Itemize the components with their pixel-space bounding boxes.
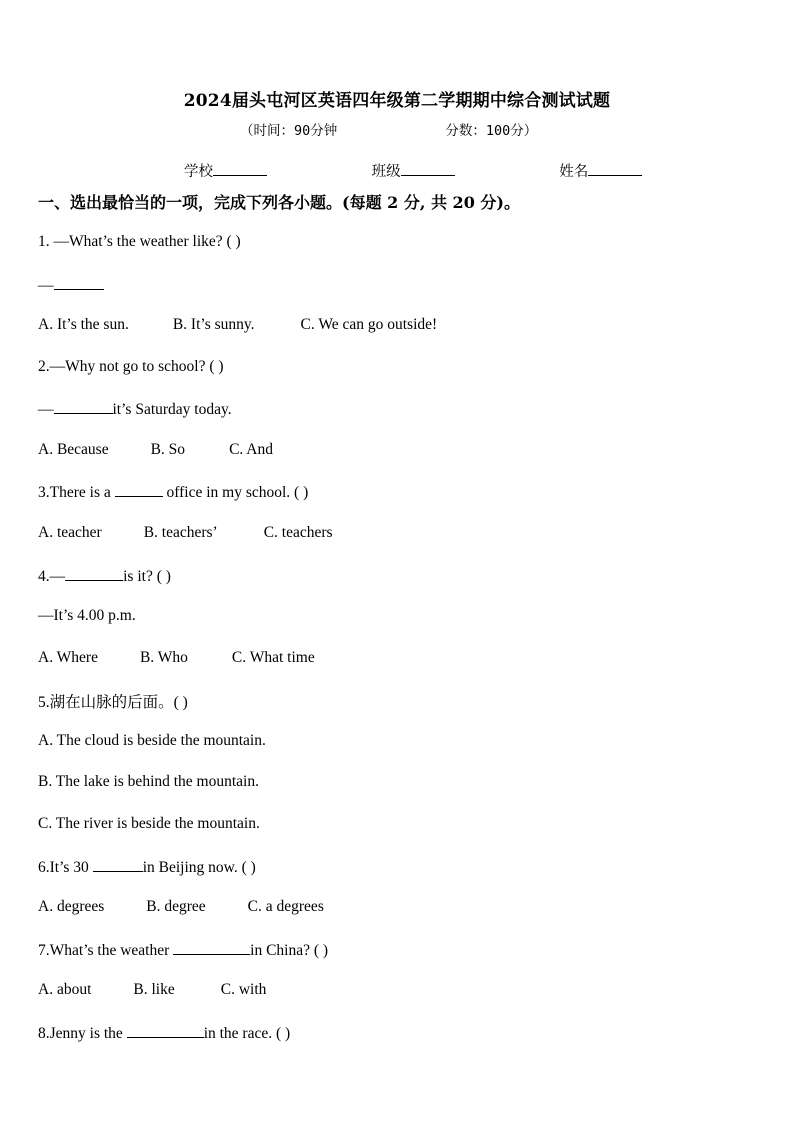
option-a: A. The cloud is beside the mountain. (38, 732, 266, 749)
school-label: 学校 (184, 164, 213, 180)
question-blank (115, 482, 163, 497)
question-blank (65, 566, 123, 581)
option-a: A. Where (38, 649, 98, 666)
question-5: 5.湖在山脉的后面。( ) (38, 694, 188, 711)
answer-blank (54, 399, 113, 414)
option-b: B. Who (139, 649, 188, 666)
option-b: B. It’s sunny. (172, 316, 255, 333)
option-c: C. The river is beside the mountain. (38, 815, 260, 832)
name-label: 姓名 (559, 164, 589, 180)
options-4 (38, 649, 315, 667)
question-blank (173, 940, 250, 955)
class-field (372, 160, 455, 181)
option-a: A. degrees (38, 898, 105, 915)
option-a: A. teacher (38, 524, 102, 541)
question-blank (93, 857, 143, 872)
name-field (559, 160, 642, 181)
answer-line-1: — (38, 275, 104, 295)
question-3: 3.There is a office in my school. ( ) (38, 484, 309, 501)
question-7: 7.What’s the weather in China? ( ) (38, 942, 329, 959)
score-label: 分数：100分） (445, 123, 538, 139)
options-7 (38, 981, 266, 999)
page-title: 2024届头屯河区英语四年级第二学期期中综合测试试题 (183, 91, 611, 111)
question-6: 6.It’s 30 in Beijing now. ( ) (38, 859, 256, 876)
option-c: C. And (229, 441, 273, 458)
option-a: A. about (38, 981, 92, 998)
question-blank (127, 1023, 204, 1038)
option-c: C. teachers (263, 524, 333, 541)
answer-line-2: — it’s Saturday today. (38, 401, 232, 418)
option-b: B. teachers’ (143, 524, 218, 541)
option-a: A. It’s the sun. (38, 316, 129, 333)
options-3 (38, 524, 333, 542)
answer-blank (54, 275, 104, 290)
options-6 (38, 898, 324, 916)
option-c: C. a degrees (247, 898, 324, 915)
option-b: B. The lake is behind the mountain. (38, 773, 259, 790)
option-a: A. Because (38, 441, 109, 458)
option-c: C. We can go outside! (300, 316, 438, 333)
section-heading: 一、选出最恰当的一项，完成下列各小题。(每题 2 分, 共 20 分)。 (38, 193, 520, 212)
exam-subtitle (240, 119, 537, 139)
time-label: （时间：90分钟 (240, 123, 338, 139)
answer-line-4: —It’s 4.00 p.m. (38, 607, 136, 624)
question-4: 4.— is it? ( ) (38, 568, 171, 585)
class-blank (401, 161, 455, 176)
option-c: C. with (220, 981, 267, 998)
student-info-row (184, 160, 642, 181)
option-b: B. degree (146, 898, 206, 915)
name-blank (588, 161, 642, 176)
option-c: C. What time (231, 649, 315, 666)
question-8: 8.Jenny is the in the race. ( ) (38, 1025, 291, 1042)
options-1 (38, 316, 437, 334)
school-field (184, 160, 267, 181)
school-blank (213, 161, 267, 176)
question-1: 1. —What’s the weather like? ( ) (38, 233, 241, 250)
options-2 (38, 441, 273, 459)
option-b: B. So (150, 441, 186, 458)
option-b: B. like (133, 981, 175, 998)
question-2: 2.—Why not go to school? ( ) (38, 358, 224, 375)
class-label: 班级 (371, 164, 401, 180)
